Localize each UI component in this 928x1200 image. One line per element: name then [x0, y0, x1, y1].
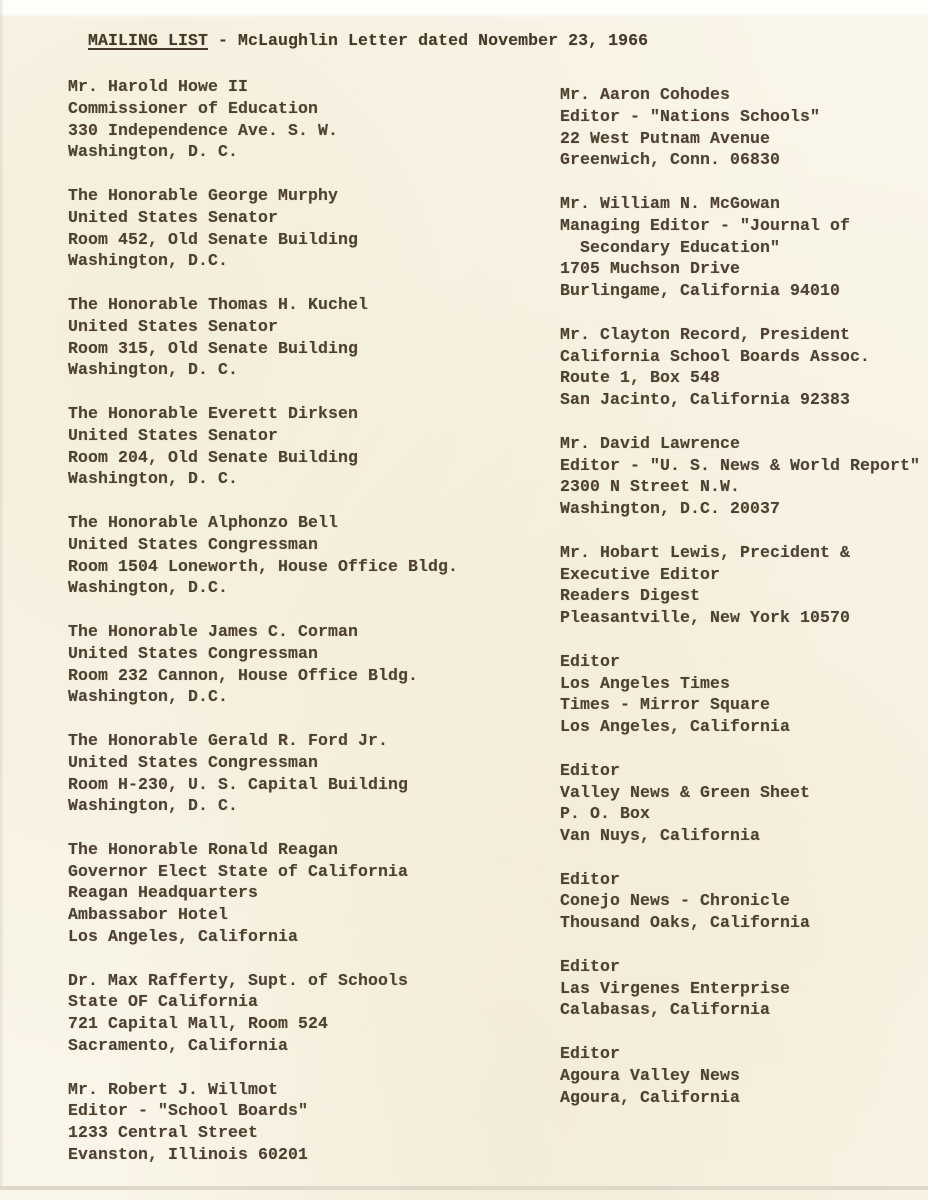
document-title [88, 30, 648, 52]
address-block [560, 760, 920, 847]
address-block [560, 542, 920, 629]
address-line: Washington, D. C. [68, 796, 239, 816]
address-line: Managing Editor - "Journal of [560, 215, 851, 235]
address-line: Room 315, Old Senate Building [68, 338, 359, 358]
address-line: 1233 Central Street [68, 1123, 259, 1143]
address-line: The Honorable Gerald R. Ford Jr. [68, 730, 389, 750]
address-block [68, 621, 458, 708]
address-line: Mr. Robert J. Willmot [68, 1079, 279, 1099]
address-line: Room H-230, U. S. Capital Building [68, 774, 409, 794]
address-line: The Honorable George Murphy [68, 185, 339, 205]
address-block [68, 185, 458, 272]
address-line: Readers Digest [560, 586, 701, 606]
address-line: The Honorable Thomas H. Kuchel [68, 294, 369, 314]
address-block [560, 324, 920, 411]
address-line: Los Angeles Times [560, 673, 731, 693]
address-line: Room 1504 Loneworth, House Office Bldg. [68, 556, 459, 576]
address-line: Evanston, Illinois 60201 [68, 1145, 309, 1165]
address-line: Mr. Aaron Cohodes [560, 85, 731, 104]
address-line: Executive Editor [560, 564, 721, 584]
address-line: Editor - "U. S. News & World Report" [560, 455, 921, 475]
scan-artifact-bottom [0, 1190, 928, 1200]
left-column [68, 76, 458, 1188]
address-block [68, 294, 458, 381]
address-line: Mr. Harold Howe II [68, 77, 249, 96]
address-line: The Honorable Ronald Reagan [68, 839, 339, 859]
document-title-underlined: MAILING LIST [88, 31, 209, 50]
address-line: Times - Mirror Square [560, 695, 771, 715]
address-line: Washington, D.C. [68, 251, 229, 271]
address-block [68, 403, 458, 490]
address-line: Room 232 Cannon, House Office Bldg. [68, 665, 419, 685]
address-line: Las Virgenes Enterprise [560, 978, 791, 998]
address-line: Los Angeles, California [68, 927, 299, 947]
address-line: California School Boards Assoc. [560, 346, 871, 366]
address-line: 2300 N Street N.W. [560, 477, 741, 497]
address-line: Mr. David Lawrence [560, 433, 741, 453]
address-line: The Honorable Alphonzo Bell [68, 512, 339, 532]
address-line: The Honorable James C. Corman [68, 621, 359, 641]
address-line: Sacramento, California [68, 1036, 289, 1056]
address-line: Valley News & Green Sheet [560, 782, 811, 802]
address-line: Conejo News - Chronicle [560, 891, 791, 911]
address-line: Commissioner of Education [68, 98, 319, 118]
address-line: United States Senator [68, 316, 279, 336]
address-line: State OF California [68, 992, 259, 1012]
address-block [68, 970, 458, 1057]
address-line: Los Angeles, California [560, 717, 791, 737]
address-line: United States Congressman [68, 643, 319, 663]
document-title-rest: - McLaughlin Letter dated November 23, 1966 [208, 31, 649, 50]
address-line: San Jacinto, California 92383 [560, 390, 851, 410]
address-line: Ambassabor Hotel [68, 905, 229, 925]
address-line: Greenwich, Conn. 06830 [560, 150, 781, 170]
address-line: Editor [560, 760, 621, 780]
address-block [560, 84, 920, 171]
address-block [68, 839, 458, 948]
address-block [68, 512, 458, 599]
address-line: Secondary Education" [560, 237, 781, 257]
address-line: Editor [560, 1044, 621, 1064]
address-block [560, 956, 920, 1021]
address-line: Dr. Max Rafferty, Supt. of Schools [68, 970, 409, 990]
address-line: Washington, D.C. 20037 [560, 499, 781, 519]
address-line: 721 Capital Mall, Room 524 [68, 1014, 329, 1034]
address-block [560, 869, 920, 934]
address-line: Pleasantville, New York 10570 [560, 608, 851, 628]
scan-edge-left [0, 0, 4, 1186]
address-line: Reagan Headquarters [68, 883, 259, 903]
address-line: Calabasas, California [560, 1000, 771, 1020]
address-line: Governor Elect State of California [68, 861, 409, 881]
address-line: Washington, D. C. [68, 469, 239, 489]
address-block [560, 651, 920, 738]
address-line: Editor [560, 651, 621, 671]
address-line: 330 Independence Ave. S. W. [68, 120, 339, 140]
address-block [560, 1043, 920, 1108]
address-block [560, 193, 920, 302]
address-line: Agoura Valley News [560, 1065, 741, 1085]
address-line: Agoura, California [560, 1087, 741, 1107]
address-line: 22 West Putnam Avenue [560, 128, 771, 148]
address-line: Editor [560, 956, 621, 976]
address-line: Washington, D.C. [68, 578, 229, 598]
address-line: Washington, D. C. [68, 360, 239, 380]
address-block [68, 1079, 458, 1166]
address-line: Editor - "School Boards" [68, 1101, 309, 1121]
address-line: Mr. Clayton Record, President [560, 324, 851, 344]
address-line: Thousand Oaks, California [560, 913, 811, 933]
address-line: United States Congressman [68, 752, 319, 772]
address-line: Editor [560, 869, 621, 889]
address-line: United States Congressman [68, 534, 319, 554]
address-line: P. O. Box [560, 804, 651, 824]
address-line: Burlingame, California 94010 [560, 281, 841, 301]
address-line: 1705 Muchson Drive [560, 259, 741, 279]
address-line: Mr. Hobart Lewis, Precident & [560, 542, 851, 562]
address-line: United States Senator [68, 425, 279, 445]
address-line: The Honorable Everett Dirksen [68, 403, 359, 423]
scan-margin-top [0, 0, 928, 18]
address-line: Washington, D. C. [68, 142, 239, 162]
right-column [560, 84, 920, 1130]
address-block [68, 730, 458, 817]
address-line: United States Senator [68, 207, 279, 227]
address-line: Route 1, Box 548 [560, 368, 721, 388]
address-line: Editor - "Nations Schools" [560, 106, 821, 126]
address-line: Mr. William N. McGowan [560, 193, 781, 213]
address-block [68, 76, 458, 163]
address-line: Room 204, Old Senate Building [68, 447, 359, 467]
address-line: Van Nuys, California [560, 826, 761, 846]
address-block [560, 433, 920, 520]
address-line: Room 452, Old Senate Building [68, 229, 359, 249]
address-line: Washington, D.C. [68, 687, 229, 707]
